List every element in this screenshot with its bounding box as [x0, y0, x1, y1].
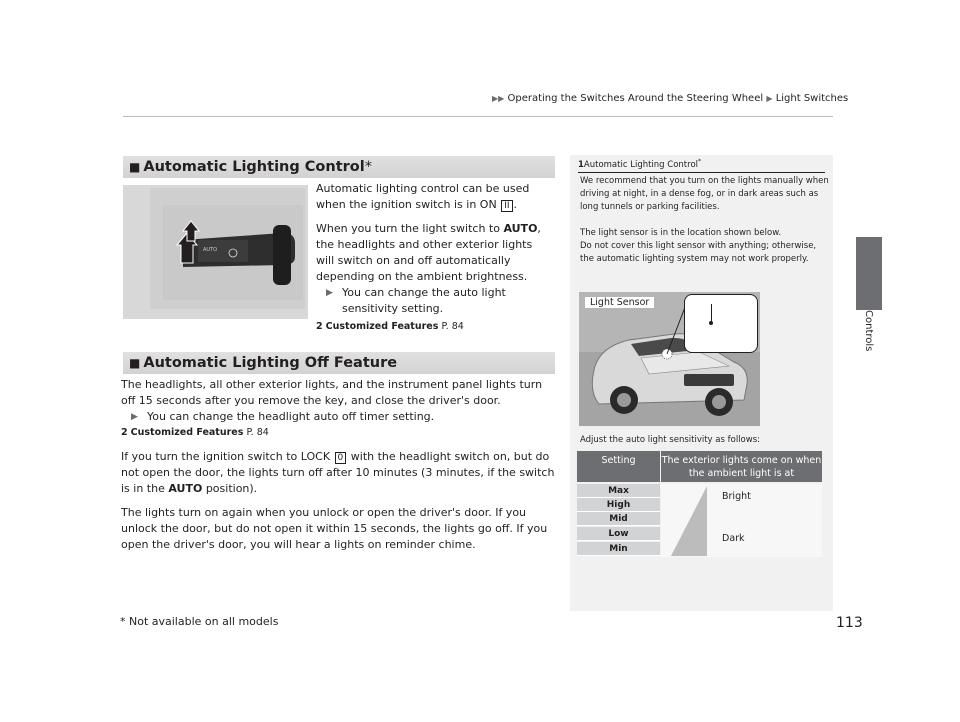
sidebar-paragraph: Adjust the auto light sensitivity as follows:: [580, 435, 760, 445]
bullet-item: ▶ You can change the auto light sensitivity setting.: [326, 286, 506, 315]
reference-icon: 1: [578, 159, 584, 170]
breadcrumb-item: Light Switches: [775, 93, 849, 104]
sidebar-paragraph: We recommend that you turn on the lights manually when driving at night, in a dense fog, or in dark areas such as long tunnels or parking facilities.: [580, 176, 829, 212]
light-switch-illustration: [123, 185, 308, 319]
chapter-tab: [856, 310, 882, 370]
breadcrumb-item: Operating the Switches Around the Steering Wheel: [507, 93, 764, 104]
chapter-tab-marker: [856, 237, 882, 310]
footnote-star: *: [364, 159, 372, 175]
ignition-key-symbol: II: [501, 200, 512, 212]
svg-text:AUTO: AUTO: [203, 247, 218, 253]
paragraph: When you turn the light switch to AUTO, the headlights and other exterior lights will switch on and off automatically depending on the ambient brightness.: [316, 222, 541, 283]
light-switch-photo: [123, 185, 308, 319]
paragraph: If you turn the ignition switch to LOCK 0 with the headlight switch on, but do not open the door, the lights turn off after 10 minutes (3 minutes, if the switch is in the AUTO position).: [121, 450, 555, 495]
table-row: Max: [577, 484, 660, 498]
arrow-bullet-icon: ▶: [326, 288, 333, 298]
arrow-bullet-icon: ▶: [131, 412, 138, 422]
cross-reference[interactable]: 2 Customized Features P. 84: [121, 427, 269, 438]
brightness-gradient-wedge: [669, 484, 709, 557]
sidebar-title-rule: [578, 172, 825, 173]
section2-body: [121, 377, 555, 553]
table-row: Low: [577, 527, 660, 541]
square-bullet-icon: ■: [129, 160, 141, 174]
sidebar-title: 1Automatic Lighting Control*: [578, 158, 701, 170]
sidebar-paragraph: The light sensor is in the location shown below. Do not cover this light sensor with anything; otherwise, the automatic lighting system may not work properly.: [580, 228, 817, 264]
section-title: Automatic Lighting Control: [143, 159, 365, 175]
double-arrow-icon: ▶▶: [492, 94, 505, 103]
ignition-key-symbol: 0: [335, 452, 347, 464]
table-header: Setting: [577, 451, 660, 482]
callout-label: Light Sensor: [585, 297, 654, 308]
section-heading: [123, 156, 555, 178]
paragraph: The lights turn on again when you unlock or open the driver's door. If you unlock the door, but do not open it within 15 seconds, the lights go off. If you open the driver's door, you will hear a lights on reminder chime.: [121, 506, 548, 551]
arrow-icon: ▶: [766, 94, 773, 103]
footnote: * Not available on all models: [120, 615, 279, 628]
sensor-zoom-callout: [684, 294, 758, 353]
page-number: 113: [836, 615, 863, 631]
bright-label: Bright: [722, 491, 751, 502]
cross-reference[interactable]: 2 Customized Features P. 84: [316, 321, 464, 332]
square-bullet-icon: ■: [129, 356, 141, 370]
chapter-tab-label: Controls: [863, 310, 874, 352]
table-header: The exterior lights come on when the ambient light is at: [661, 451, 822, 482]
brightness-scale-cell: [661, 484, 822, 557]
header-divider: [123, 116, 833, 117]
breadcrumb: [492, 93, 848, 104]
paragraph: The headlights, all other exterior lights, and the instrument panel lights turn off 15 seconds after you remove the key, and close the driver's door.: [121, 378, 543, 407]
dark-label: Dark: [722, 533, 745, 544]
section1-body: [316, 181, 552, 335]
reference-icon: 2: [316, 321, 323, 332]
bullet-item: ▶ You can change the headlight auto off timer setting.: [131, 410, 435, 423]
table-row: Min: [577, 542, 660, 556]
section-heading: [123, 352, 555, 374]
section-title: Automatic Lighting Off Feature: [143, 355, 398, 371]
paragraph: Automatic lighting control can be used when the ignition switch is in ON II .: [316, 182, 530, 211]
reference-icon: 2: [121, 427, 128, 438]
table-row: High: [577, 498, 660, 512]
table-row: Mid: [577, 512, 660, 526]
